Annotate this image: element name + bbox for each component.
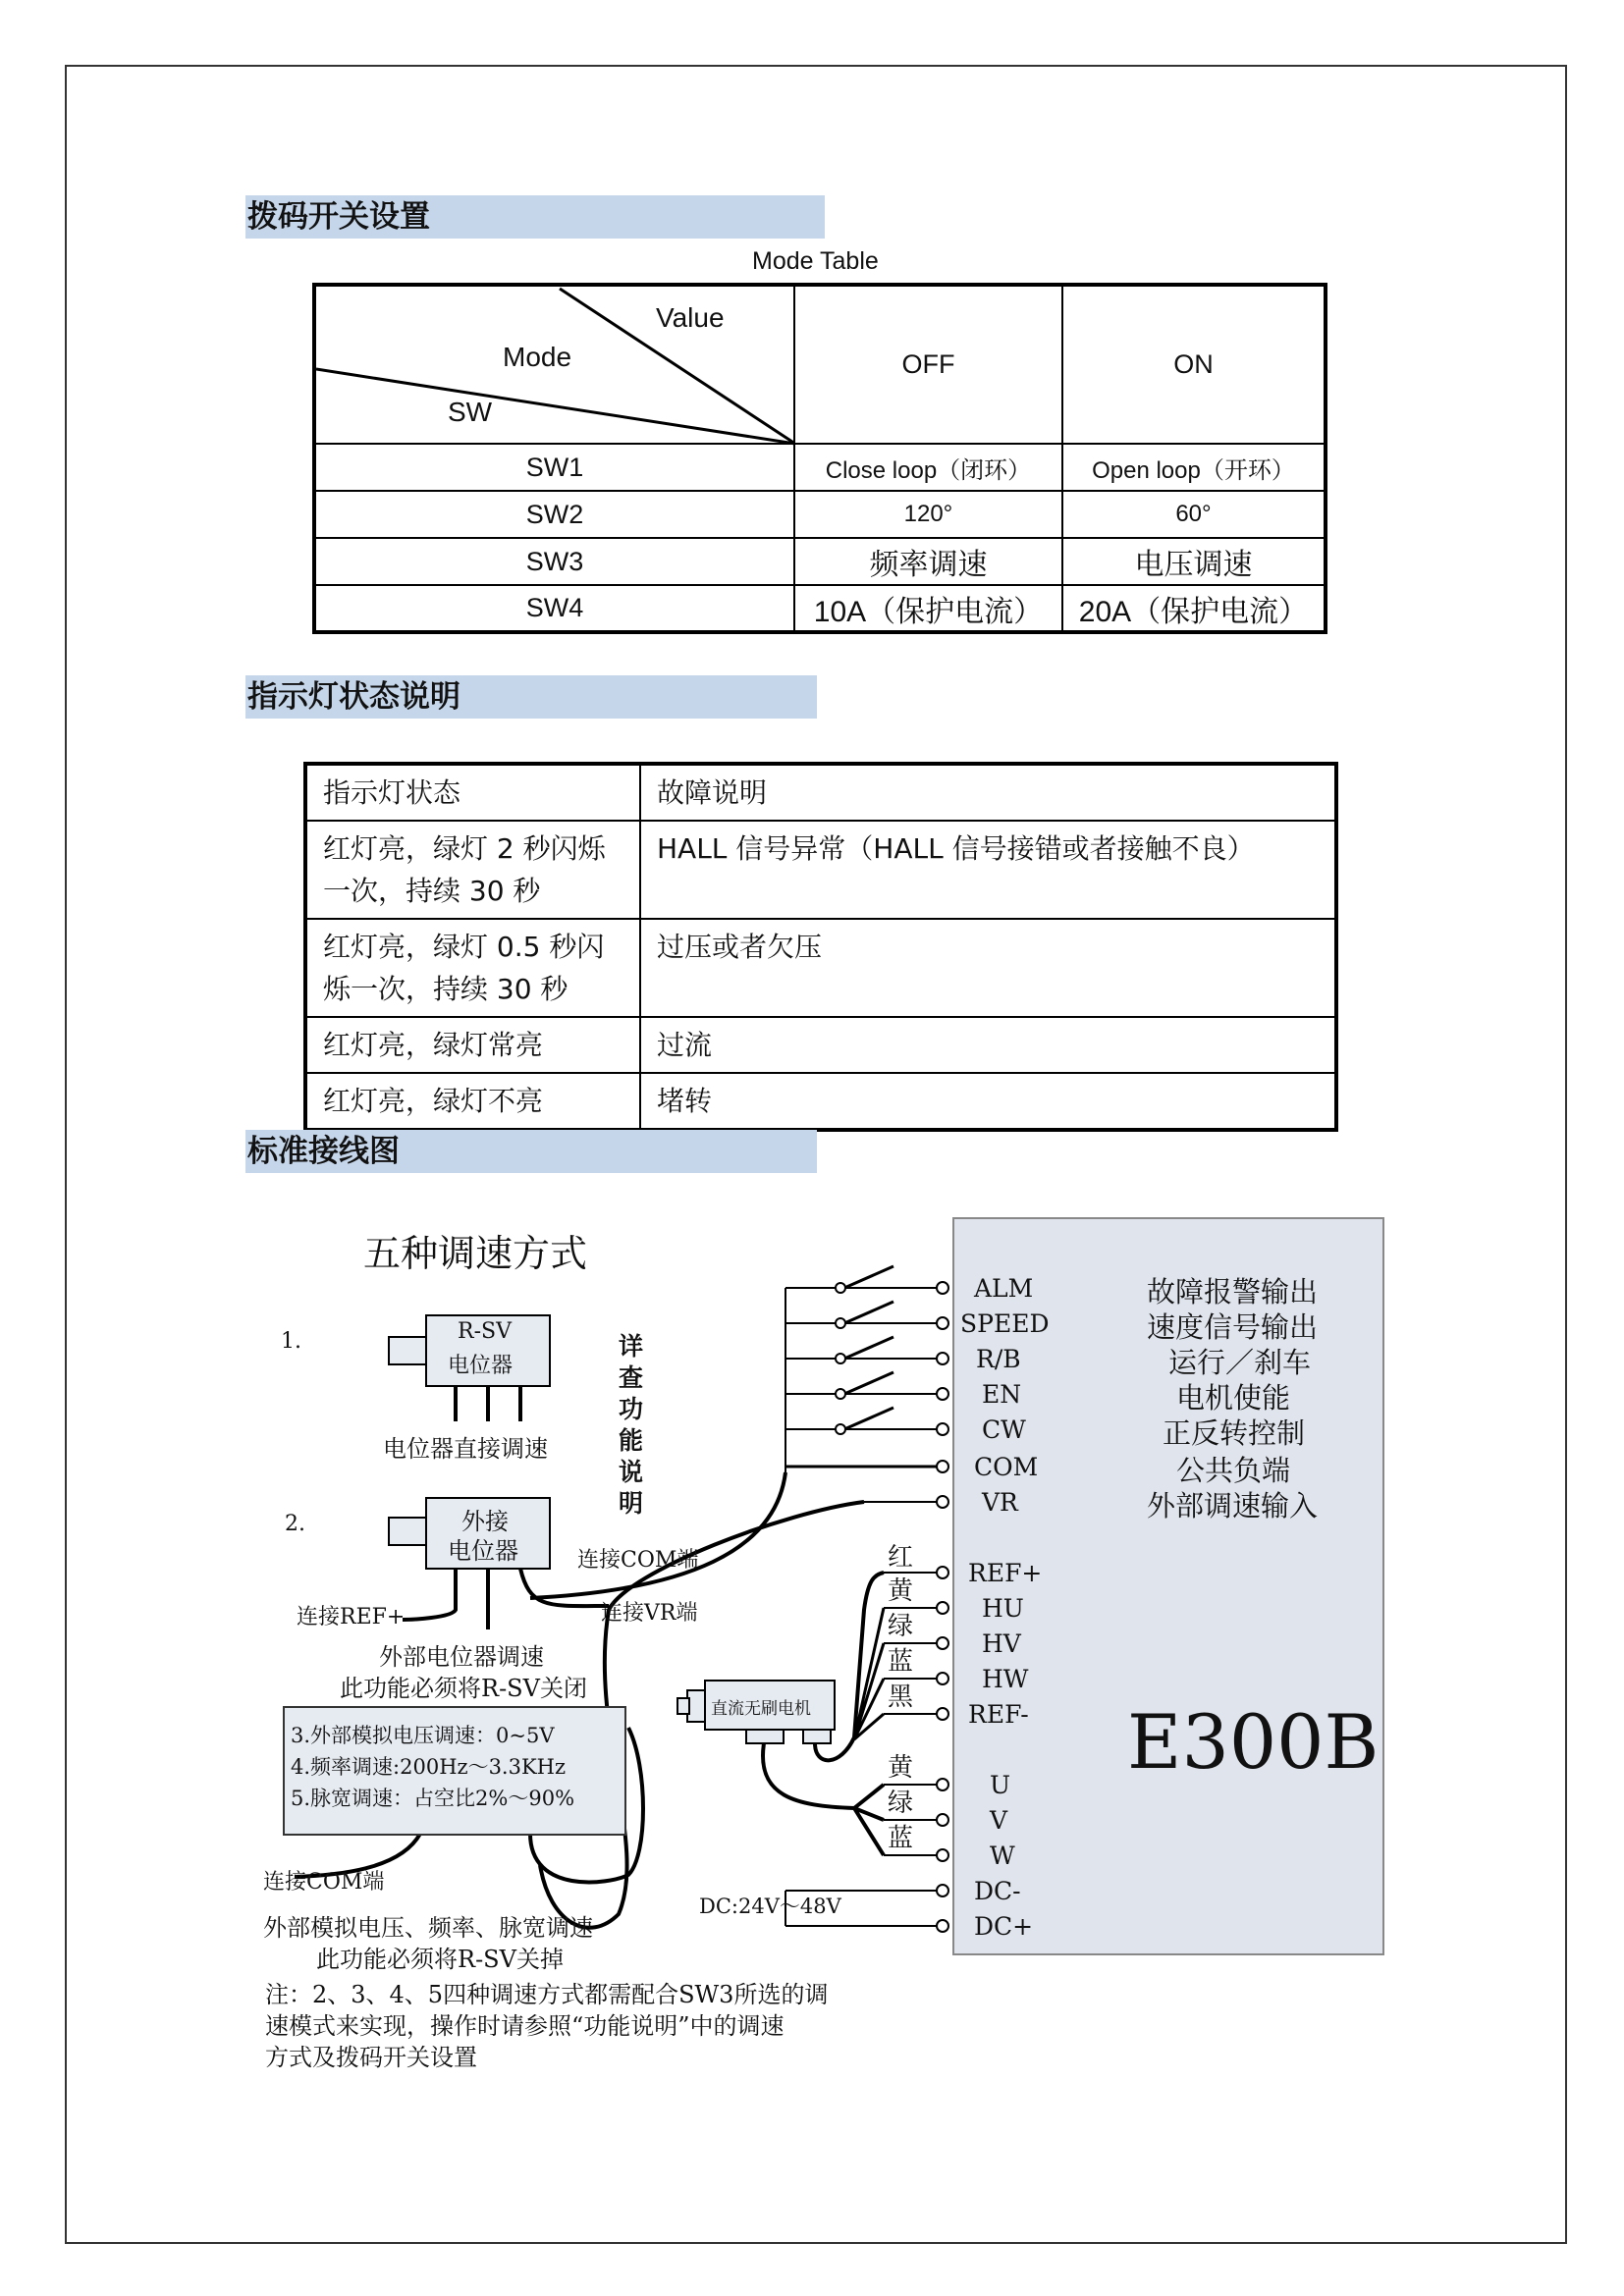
pot1-label-b: 电位器 [448,1354,514,1378]
terminal-vr: VR [982,1488,1018,1517]
ext-analog-caption-1: 外部模拟电压、频率、脉宽调速 [263,1914,593,1942]
ext-pot-caption-1: 外部电位器调速 [379,1643,544,1671]
pot2-label-b: 电位器 [448,1537,518,1565]
model-label: E300B [1127,1698,1380,1786]
terminal-v: V [990,1806,1008,1835]
vertical-note-5: 说 [619,1458,644,1486]
terminal-hv: HV [982,1629,1021,1658]
phase-color-yellow: 黄 [888,1753,914,1783]
row-sw3-on: 电压调速 [1062,538,1326,585]
terminal-desc-rb: 运行／刹车 [1168,1346,1312,1379]
terminal-u: U [990,1771,1011,1799]
speed-method-5: 5.脉宽调速：占空比2%～90% [291,1787,575,1810]
hall-color-green: 绿 [888,1612,914,1641]
connect-vr-label: 连接VR端 [601,1601,698,1626]
note-line-2: 速模式来实现，操作时请参照“功能说明”中的调速 [265,2012,785,2040]
speed-method-3: 3.外部模拟电压调速：0~5V [291,1724,555,1747]
phase-color-blue: 蓝 [888,1824,914,1853]
vertical-note-2: 查 [619,1363,644,1392]
connect-com-label: 连接COM端 [577,1548,699,1573]
method-number-2: 2. [285,1512,305,1536]
row-sw4-on: 20A（保护电流） [1062,585,1326,632]
terminal-hw: HW [982,1665,1029,1693]
row-sw4: SW4 [314,585,794,632]
row-sw2-off: 120° [794,491,1062,538]
led-fault-3: 过流 [640,1017,1336,1073]
terminal-cw: CW [982,1415,1026,1444]
dc-voltage-label: DC:24V～48V [699,1895,841,1918]
hall-color-black: 黑 [888,1682,914,1712]
section-title-dip: 拨码开关设置 [245,195,825,239]
terminal-desc-alm: 故障报警输出 [1147,1275,1319,1308]
pot2-label-a: 外接 [461,1508,509,1535]
speed-method-4: 4.频率调速:200Hz～3.3KHz [291,1755,567,1779]
row-sw2: SW2 [314,491,794,538]
led-state-4: 红灯亮，绿灯不亮 [305,1073,640,1130]
vertical-note-3: 功 [619,1395,644,1423]
terminal-desc-speed: 速度信号输出 [1147,1310,1319,1344]
terminal-w: W [990,1842,1015,1870]
hall-color-red: 红 [888,1543,914,1573]
terminal-dc-plus: DC+ [974,1912,1034,1941]
header-mode: Mode [503,342,572,372]
header-value: Value [656,302,725,333]
terminal-speed: SPEED [960,1309,1050,1338]
pot1-label-a: R-SV [458,1319,512,1344]
method-number-1: 1. [281,1329,301,1354]
connect-ref-label: 连接REF+ [297,1605,406,1629]
vertical-note-6: 明 [619,1489,644,1518]
row-sw2-on: 60° [1062,491,1326,538]
header-on: ON [1062,285,1326,444]
row-sw3: SW3 [314,538,794,585]
terminal-com: COM [974,1453,1039,1481]
terminal-desc-com: 公共负端 [1176,1454,1291,1487]
led-state-2: 红灯亮，绿灯 0.5 秒闪烁一次，持续 30 秒 [305,919,640,1017]
ext-analog-caption-2: 此功能必须将R-SV关掉 [316,1946,564,1973]
led-state-3: 红灯亮，绿灯常亮 [305,1017,640,1073]
terminal-ref-minus: REF- [968,1700,1029,1729]
terminal-ref-plus: REF+ [968,1559,1043,1587]
phase-color-green: 绿 [888,1789,914,1818]
terminal-dc-minus: DC- [974,1877,1021,1905]
pot1-caption: 电位器直接调速 [383,1435,548,1463]
led-header-fault: 故障说明 [640,764,1336,821]
hall-color-yellow: 黄 [888,1576,914,1606]
vertical-note-4: 能 [619,1426,644,1455]
connect-com-label-2: 连接COM端 [263,1870,385,1895]
motor-label: 直流无刷电机 [711,1699,811,1719]
header-off: OFF [794,285,1062,444]
led-state-1: 红灯亮，绿灯 2 秒闪烁一次，持续 30 秒 [305,821,640,919]
terminal-alm: ALM [974,1274,1034,1303]
ext-pot-caption-2: 此功能必须将R-SV关闭 [340,1675,587,1702]
terminal-desc-cw: 正反转控制 [1163,1416,1306,1450]
section-title-wiring: 标准接线图 [245,1130,817,1173]
wiring-title: 五种调速方式 [363,1232,588,1275]
led-header-state: 指示灯状态 [305,764,640,821]
mode-table-caption: Mode Table [752,247,879,275]
row-sw1-off: Close loop（闭环） [794,444,1062,491]
row-sw1-on: Open loop（开环） [1062,444,1326,491]
row-sw3-off: 频率调速 [794,538,1062,585]
terminal-rb: R/B [976,1345,1021,1373]
note-line-3: 方式及拨码开关设置 [265,2044,477,2071]
terminal-desc-vr: 外部调速输入 [1147,1489,1319,1522]
vertical-note-1: 详 [619,1332,644,1361]
led-fault-2: 过压或者欠压 [640,919,1336,1017]
header-sw: SW [448,397,493,427]
hall-color-blue: 蓝 [888,1647,914,1677]
row-sw1: SW1 [314,444,794,491]
note-line-1: 注：2、3、4、5四种调速方式都需配合SW3所选的调 [265,1981,829,2008]
led-fault-4: 堵转 [640,1073,1336,1130]
terminal-hu: HU [982,1594,1024,1623]
led-fault-1: HALL 信号异常（HALL 信号接错或者接触不良） [640,821,1336,919]
terminal-en: EN [982,1380,1022,1409]
row-sw4-off: 10A（保护电流） [794,585,1062,632]
section-title-led: 指示灯状态说明 [245,675,817,719]
terminal-desc-en: 电机使能 [1176,1381,1291,1415]
